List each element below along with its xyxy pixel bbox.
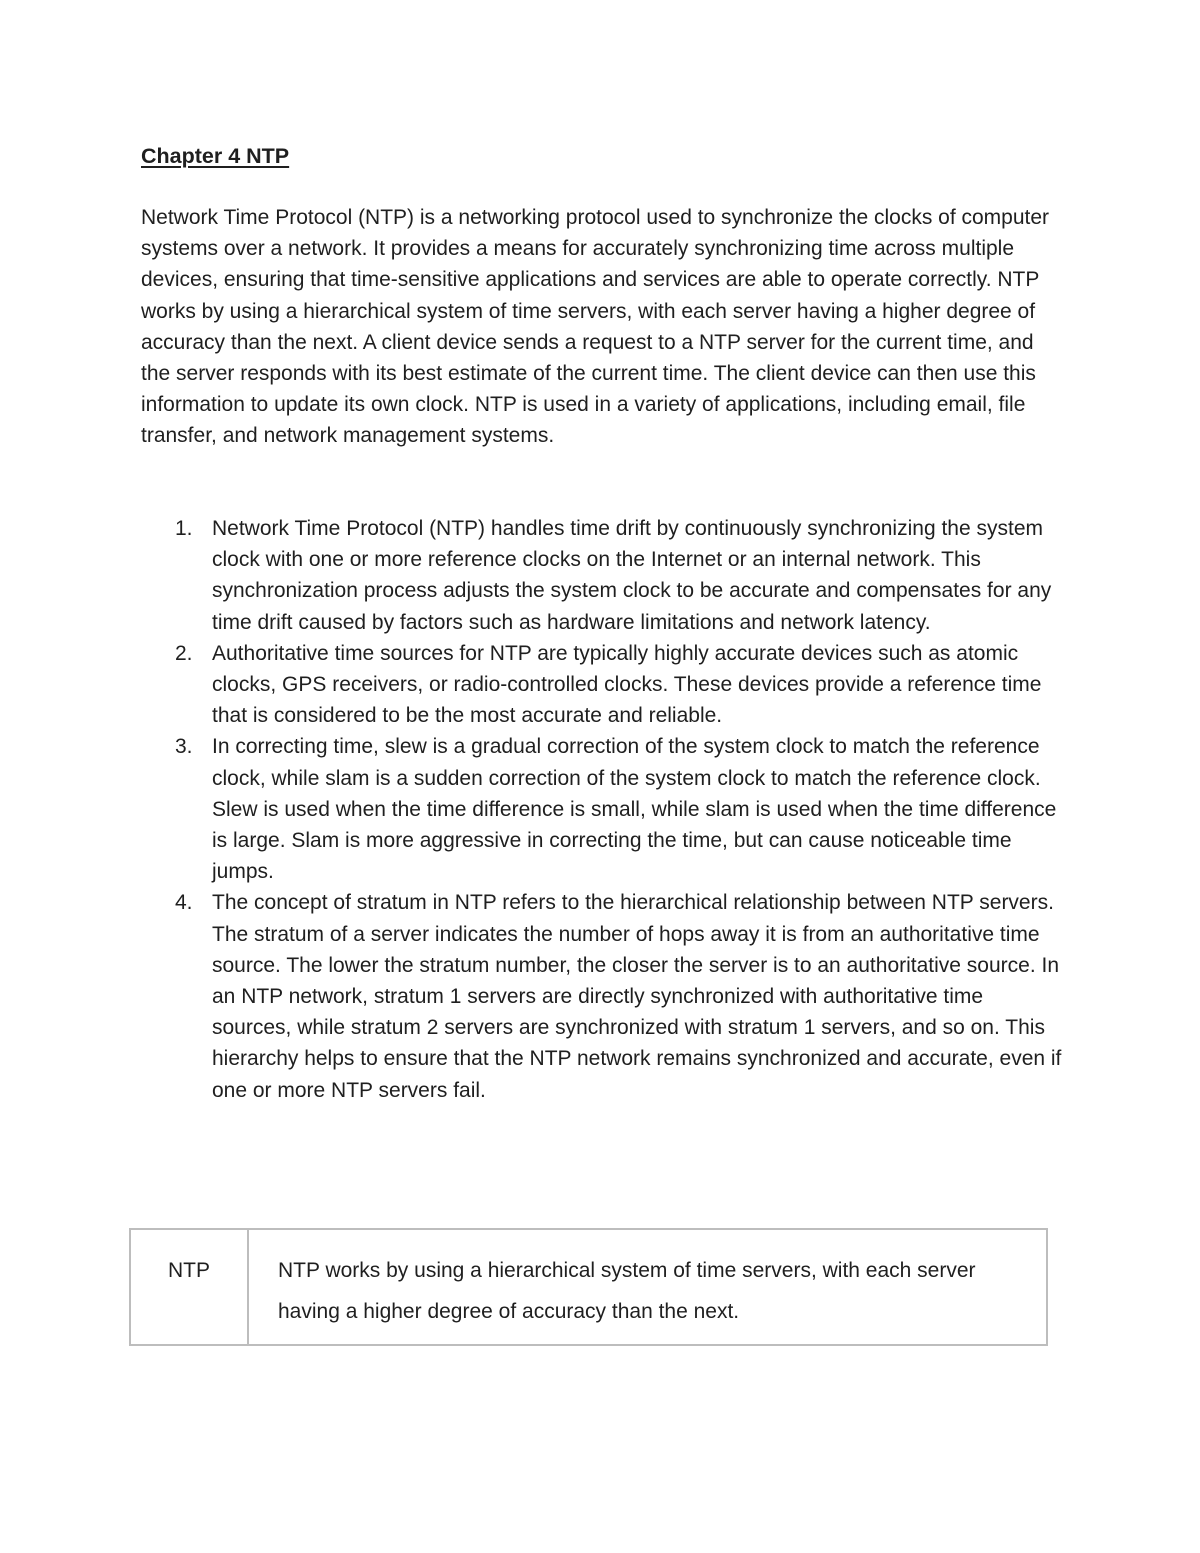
- list-item-number: 3.: [175, 735, 193, 759]
- numbered-list: [141, 513, 1066, 1106]
- list-item: [141, 638, 1066, 732]
- table-key-cell: NTP: [131, 1230, 249, 1344]
- intro-paragraph: Network Time Protocol (NTP) is a networking protocol used to synchronize the clocks of computer systems over a network. It provides a means for accurately synchronizing time across multiple devices, ensuring that time-sensitive applications and services are able to operate correctly. NTP works by using a hierarchical system of time servers, with each server having a higher degree of accuracy than the next. A client device sends a request to a NTP server for the current time, and the server responds with its best estimate of the current time. The client device can then use this information to update its own clock. NTP is used in a variety of applications, including email, file transfer, and network management systems.: [141, 206, 1050, 448]
- list-item-number: 4.: [175, 891, 193, 915]
- list-item-text: Authoritative time sources for NTP are typically highly accurate devices such as atomic clocks, GPS receivers, or radio-controlled clocks. These devices provide a reference time that is considered to be the most accurate and reliable.: [212, 641, 1042, 728]
- list-item: [141, 513, 1066, 638]
- list-item-text: Network Time Protocol (NTP) handles time drift by continuously synchronizing the system clock with one or more reference clocks on the Internet or an internal network. This synchronization process adjusts the system clock to be accurate and compensates for any time drift caused by factors such as hardware limitations and network latency.: [212, 517, 1052, 634]
- list-item-number: 2.: [175, 641, 193, 665]
- list-item-text: The concept of stratum in NTP refers to the hierarchical relationship between NTP servers. The stratum of a server indicates the number of hops away it is from an authoritative time source. The lower the stratum number, the closer the server is to an authoritative source. In an NTP network, stratum 1 servers are directly synchronized with authoritative time sources, while stratum 2 servers are synchronized with stratum 1 servers, and so on. This hierarchy helps to ensure that the NTP network remains synchronized and accurate, even if one or more NTP servers fail.: [212, 891, 1062, 1102]
- summary-table: [129, 1228, 1048, 1346]
- list-item: [141, 731, 1066, 887]
- list-item-number: 1.: [175, 517, 193, 540]
- list-item-text: In correcting time, slew is a gradual correction of the system clock to match the reference clock, while slam is a sudden correction of the system clock to match the reference clock. Slew is used when the time difference is small, while slam is used when the time difference is large. Slam is more aggressive in correcting the time, but can cause noticeable time jumps.: [212, 735, 1057, 884]
- table-value-cell: NTP works by using a hierarchical system of time servers, with each server having a higher degree of accuracy than the next.: [278, 1259, 976, 1323]
- page-title: Chapter 4 NTP: [141, 144, 290, 168]
- list-item: [141, 887, 1066, 1105]
